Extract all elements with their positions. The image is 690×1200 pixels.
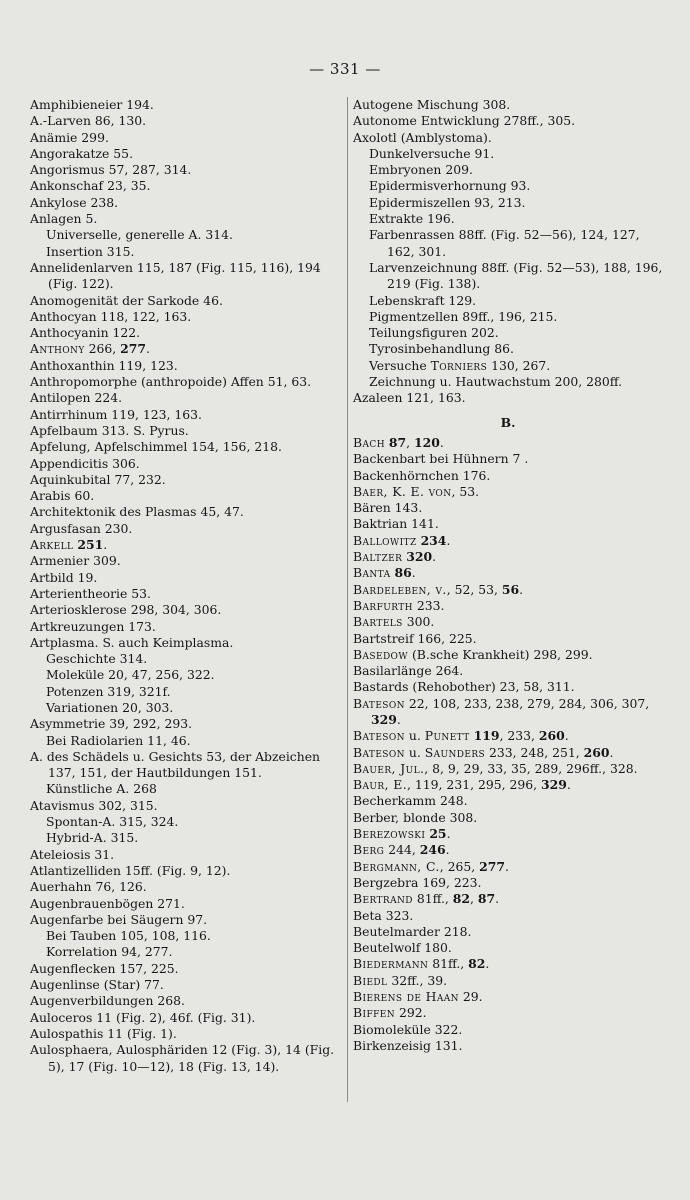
author-name: Torniers	[430, 357, 488, 373]
entry-text: Autogene Mischung 308.	[353, 97, 511, 112]
entry-text: Tyrosinbehandlung 86.	[369, 341, 514, 357]
entry-text: Autonome Entwicklung 278ff., 305.	[353, 113, 576, 129]
entry-text: Versuche	[369, 357, 431, 373]
entry-text: Moleküle 20, 47, 256, 322.	[46, 667, 215, 683]
entry-text: .	[519, 581, 524, 597]
page-ref-bold: 56	[501, 581, 520, 597]
index-entry	[353, 663, 663, 679]
entry-text: Larvenzeichnung 88ff. (Fig. 52—53), 188, 196, 219 (Fig. 138).	[369, 259, 667, 292]
author-name: Bauer, Jul.	[353, 760, 425, 776]
entry-text: Biomoleküle 322.	[353, 1021, 463, 1037]
index-entry	[30, 390, 342, 406]
entry-text: Aquinkubital 77, 232.	[30, 471, 166, 487]
entry-text: Bastards (Rehobother) 23, 58, 311.	[353, 679, 575, 695]
entry-text: 29.	[458, 989, 483, 1005]
index-subentry	[30, 814, 342, 830]
index-subentry	[353, 227, 663, 260]
entry-text: (B.sche Krankheit) 298, 299.	[408, 646, 593, 662]
index-entry	[353, 565, 663, 581]
entry-text: .	[609, 744, 614, 760]
index-subentry	[353, 358, 663, 374]
entry-text: .	[446, 826, 451, 842]
author-name: Baltzer	[353, 549, 403, 565]
index-subentry	[30, 684, 342, 700]
index-entry	[353, 793, 663, 809]
entry-text: 32ff., 39.	[387, 972, 448, 988]
index-entry	[30, 749, 342, 782]
index-entry	[30, 113, 342, 129]
entry-text: .	[446, 532, 451, 548]
entry-text: , 8, 9, 29, 33, 35, 289, 296ff., 328.	[424, 760, 638, 776]
index-entry	[353, 989, 663, 1005]
entry-text: Spontan-A. 315, 324.	[46, 814, 179, 830]
index-entry	[30, 537, 342, 553]
page-ref-bold: 246	[419, 842, 446, 858]
entry-text: , 53.	[451, 483, 480, 499]
entry-text: Korrelation 94, 277.	[46, 944, 173, 960]
page-ref-bold: 25	[429, 826, 447, 842]
right-index-column	[353, 97, 667, 1054]
index-entry	[30, 472, 342, 488]
author-name: Banta	[353, 565, 391, 581]
entry-text: Anthocyanin 122.	[30, 325, 141, 341]
author-name: Biedl	[353, 972, 388, 988]
entry-text: Dunkelversuche 91.	[369, 145, 495, 161]
entry-text: 22, 108, 233, 238, 279, 284, 306, 307,	[404, 695, 654, 711]
entry-text: u.	[404, 728, 425, 744]
entry-text: Augenfarbe bei Säugern 97.	[30, 911, 208, 927]
entry-text: Geschichte 314.	[46, 651, 148, 667]
left-index-column	[30, 97, 342, 1075]
index-entry	[353, 113, 663, 129]
index-entry	[30, 553, 342, 569]
index-entry	[30, 912, 342, 928]
entry-text: , 233,	[499, 728, 539, 744]
author-name: Punett	[424, 728, 470, 744]
entry-text: Augenbrauenbögen 271.	[30, 895, 185, 911]
index-entry	[353, 468, 663, 484]
entry-text: , 52, 53,	[446, 581, 502, 597]
index-entry	[353, 875, 663, 891]
index-entry	[353, 130, 663, 146]
entry-text: Arabis 60.	[30, 488, 95, 504]
entry-text: Angorakatze 55.	[30, 145, 134, 161]
entry-text: Bären 143.	[353, 500, 423, 516]
entry-text: Architektonik des Plasmas 45, 47.	[30, 504, 244, 520]
index-entry	[353, 390, 663, 406]
entry-text: Backenbart bei Hühnern 7 .	[353, 451, 529, 467]
author-name: Bardeleben, v.	[353, 581, 447, 597]
author-name: Barfurth	[353, 597, 413, 613]
entry-text: Insertion 315.	[46, 243, 135, 259]
entry-text: Antilopen 224.	[30, 390, 123, 406]
page-ref-bold: 86	[394, 565, 412, 581]
entry-text: 266,	[84, 341, 121, 357]
index-entry	[353, 728, 663, 744]
entry-text: Artkreuzungen 173.	[30, 618, 156, 634]
entry-text: Backenhörnchen 176.	[353, 467, 491, 483]
index-subentry	[353, 195, 663, 211]
entry-text: Berber, blonde 308.	[353, 809, 478, 825]
index-entry	[353, 761, 663, 777]
entry-text: Ankonschaf 23, 35.	[30, 178, 151, 194]
entry-text: 81ff.,	[428, 956, 469, 972]
entry-text: .	[495, 891, 500, 907]
author-name: Bertrand	[353, 891, 413, 907]
entry-text: 244,	[384, 842, 420, 858]
page-ref-bold: 119	[473, 728, 500, 744]
entry-text: , 119, 231, 295, 296,	[407, 777, 542, 793]
entry-text: Augenflecken 157, 225.	[30, 960, 179, 976]
page-ref-bold: 120	[414, 434, 440, 450]
index-entry	[30, 1042, 342, 1075]
index-entry	[30, 570, 342, 586]
author-name: Anthony	[30, 341, 85, 357]
page-number: — 331 —	[309, 60, 381, 78]
index-entry	[353, 810, 663, 826]
index-entry	[30, 130, 342, 146]
entry-text: 233, 248, 251,	[485, 744, 584, 760]
index-entry	[30, 325, 342, 341]
entry-text: Asymmetrie 39, 292, 293.	[30, 716, 193, 732]
index-entry	[353, 973, 663, 989]
index-entry	[353, 908, 663, 924]
index-entry	[353, 582, 663, 598]
index-entry	[353, 1005, 663, 1021]
page-ref-bold: 277	[479, 858, 506, 874]
index-entry	[30, 619, 342, 635]
author-name: Bateson	[353, 728, 405, 744]
page-ref-bold: 277	[120, 341, 147, 357]
index-entry	[30, 407, 342, 423]
index-entry	[30, 798, 342, 814]
entry-text: Artbild 19.	[30, 569, 98, 585]
index-entry	[30, 504, 342, 520]
page-ref-bold: 87	[388, 434, 407, 450]
index-entry	[353, 484, 663, 500]
index-entry	[30, 309, 342, 325]
index-entry	[30, 374, 342, 390]
author-name: Bergmann, C.	[353, 858, 440, 874]
index-entry	[353, 679, 663, 695]
author-name: Biedermann	[353, 956, 429, 972]
entry-text: Auerhahn 76, 126.	[30, 879, 147, 895]
entry-text: Anämie 299.	[30, 129, 109, 145]
index-subentry	[30, 944, 342, 960]
index-entry	[30, 341, 342, 357]
index-entry	[353, 435, 663, 451]
entry-text: Augenlinse (Star) 77.	[30, 977, 164, 993]
entry-text: Potenzen 319, 321f.	[46, 683, 171, 699]
entry-text: Anlagen 5.	[30, 211, 98, 227]
page-ref-bold: 82	[452, 891, 471, 907]
index-entry	[30, 635, 342, 651]
entry-text: Bergzebra 169, 223.	[353, 874, 482, 890]
index-subentry	[353, 146, 663, 162]
page-ref-bold: 234	[420, 532, 447, 548]
entry-text: Bartstreif 166, 225.	[353, 630, 477, 646]
entry-text: Aulosphaera, Aulosphäriden 12 (Fig. 3), 14 (Fig. 5), 17 (Fig. 10—12), 18 (Fig. 13, 14).	[30, 1042, 339, 1074]
index-entry	[30, 423, 342, 439]
entry-text: 292.	[395, 1005, 427, 1021]
index-subentry	[30, 667, 342, 683]
author-name: Berezowski	[353, 826, 426, 842]
entry-text: ,	[406, 434, 415, 450]
index-entry	[353, 842, 663, 858]
page-ref-bold: 260	[538, 728, 565, 744]
index-entry	[30, 879, 342, 895]
entry-text: Lebenskraft 129.	[369, 292, 477, 308]
entry-text: .	[432, 549, 437, 565]
page-ref-bold: 87	[477, 891, 496, 907]
entry-text: Ateleiosis 31.	[30, 846, 115, 862]
index-entry	[30, 260, 342, 293]
index-entry	[30, 977, 342, 993]
entry-text: Beta 323.	[353, 907, 414, 923]
entry-text: Teilungsfiguren 202.	[369, 325, 499, 341]
index-entry	[30, 358, 342, 374]
entry-text: Ankylose 238.	[30, 194, 119, 210]
index-entry	[30, 521, 342, 537]
entry-text: Antirrhinum 119, 123, 163.	[30, 406, 202, 422]
index-entry	[353, 745, 663, 761]
index-entry	[30, 211, 342, 227]
index-subentry	[353, 162, 663, 178]
author-name: Bierens de Haan	[353, 989, 459, 1005]
entry-text: Epidermiszellen 93, 213.	[369, 194, 526, 210]
index-entry	[30, 146, 342, 162]
entry-text: .	[103, 537, 108, 553]
index-subentry	[30, 227, 342, 243]
entry-text: Azaleen 121, 163.	[353, 390, 466, 406]
index-entry	[353, 777, 663, 793]
index-subentry	[30, 781, 342, 797]
entry-text: .	[146, 341, 150, 357]
index-entry	[30, 488, 342, 504]
index-subentry	[30, 244, 342, 260]
entry-text: Universelle, generelle A. 314.	[46, 227, 233, 243]
index-entry	[30, 993, 342, 1009]
index-subentry	[353, 293, 663, 309]
entry-text: 81ff.,	[412, 891, 453, 907]
entry-text: Becherkamm 248.	[353, 793, 468, 809]
entry-text: u.	[404, 744, 425, 760]
entry-text: Annelidenlarven 115, 187 (Fig. 115, 116), 194 (Fig. 122).	[30, 259, 325, 292]
entry-text: Atlantizelliden 15ff. (Fig. 9, 12).	[30, 862, 231, 878]
index-subentry	[30, 700, 342, 716]
entry-text: Bei Tauben 105, 108, 116.	[46, 928, 211, 944]
index-entry	[353, 500, 663, 516]
author-name: Bateson	[353, 744, 405, 760]
entry-text: .	[485, 956, 490, 972]
entry-text: Atavismus 302, 315.	[30, 797, 158, 813]
entry-text: Epidermisverhornung 93.	[369, 178, 531, 194]
author-name: Baer, K. E. von	[353, 483, 452, 499]
entry-text: Arterientheorie 53.	[30, 585, 151, 601]
column-divider	[347, 97, 348, 1102]
entry-text: Apfelbaum 313. S. Pyrus.	[30, 422, 189, 438]
entry-text: Beutelwolf 180.	[353, 940, 452, 956]
page-ref-bold: 329	[371, 711, 397, 727]
index-entry	[30, 961, 342, 977]
index-subentry	[353, 178, 663, 194]
entry-text: Anthocyan 118, 122, 163.	[30, 308, 192, 324]
entry-text: Armenier 309.	[30, 553, 121, 569]
index-entry	[353, 549, 663, 565]
entry-text: Pigmentzellen 89ff., 196, 215.	[369, 308, 558, 324]
entry-text: 233.	[412, 597, 445, 613]
entry-text: Hybrid-A. 315.	[46, 830, 139, 846]
entry-text: .	[411, 565, 416, 581]
author-name: Basedow	[353, 646, 408, 662]
index-entry	[353, 696, 663, 729]
index-entry	[30, 602, 342, 618]
index-subentry	[30, 651, 342, 667]
entry-text: Birkenzeisig 131.	[353, 1037, 463, 1053]
index-entry	[30, 716, 342, 732]
entry-text: .	[566, 777, 571, 793]
entry-text: A.-Larven 86, 130.	[30, 113, 147, 129]
entry-text: 130, 267.	[487, 357, 551, 373]
index-entry	[30, 863, 342, 879]
entry-text: Künstliche A. 268	[46, 781, 157, 797]
author-name: Saunders	[424, 744, 486, 760]
author-name: Bateson	[353, 695, 405, 711]
index-subentry	[353, 341, 663, 357]
author-name: Baur, E.	[353, 777, 408, 793]
index-entry	[30, 97, 342, 113]
page-ref-bold: 260	[583, 744, 610, 760]
entry-text: Arteriosklerose 298, 304, 306.	[30, 602, 222, 618]
author-name: Arkell	[30, 537, 74, 553]
entry-text: Baktrian 141.	[353, 516, 439, 532]
entry-text: Beutelmarder 218.	[353, 923, 472, 939]
index-entry	[30, 1010, 342, 1026]
index-subentry	[30, 928, 342, 944]
entry-text: Artplasma. S. auch Keimplasma.	[30, 634, 234, 650]
index-entry	[30, 896, 342, 912]
entry-text: Variationen 20, 303.	[46, 699, 174, 715]
author-name: Bartels	[353, 614, 403, 630]
index-entry	[353, 1038, 663, 1054]
index-entry	[30, 195, 342, 211]
index-subentry	[353, 325, 663, 341]
page-ref-bold: 329	[541, 777, 567, 793]
entry-text: Embryonen 209.	[369, 162, 473, 178]
entry-text: Appendicitis 306.	[30, 455, 140, 471]
entry-text: Bei Radiolarien 11, 46.	[46, 732, 191, 748]
entry-text: Augenverbildungen 268.	[30, 993, 185, 1009]
index-entry	[353, 614, 663, 630]
entry-text: Farbenrassen 88ff. (Fig. 52—56), 124, 127, 162, 301.	[369, 227, 644, 259]
index-entry	[30, 439, 342, 455]
index-subentry	[353, 211, 663, 227]
index-subentry	[30, 830, 342, 846]
entry-text: Auloceros 11 (Fig. 2), 46f. (Fig. 31).	[30, 1009, 256, 1025]
index-entry	[353, 451, 663, 467]
entry-text: 300.	[402, 614, 435, 630]
index-subentry	[30, 733, 342, 749]
index-entry	[353, 924, 663, 940]
index-entry	[353, 1022, 663, 1038]
entry-text: Zeichnung u. Hautwachstum 200, 280ff.	[369, 374, 623, 390]
entry-text: .	[445, 842, 450, 858]
index-entry	[353, 533, 663, 549]
index-entry	[30, 456, 342, 472]
index-subentry	[353, 309, 663, 325]
entry-text: .	[396, 711, 401, 727]
entry-text: Amphibieneier 194.	[30, 97, 154, 112]
index-entry	[353, 859, 663, 875]
index-subentry	[353, 259, 667, 293]
entry-text: A. des Schädels u. Gesichts 53, der Abzeichen 137, 151, der Hautbildungen 151.	[30, 748, 324, 781]
page-ref-bold: 320	[406, 549, 433, 565]
entry-text: Extrakte 196.	[369, 211, 455, 227]
author-name: Biffen	[353, 1005, 395, 1021]
index-entry	[353, 826, 663, 842]
entry-text: Anomogenität der Sarkode 46.	[30, 292, 223, 308]
index-entry	[30, 847, 342, 863]
entry-text: Basilarlänge 264.	[353, 663, 464, 679]
entry-text: .	[439, 434, 444, 450]
entry-text: Aulospathis 11 (Fig. 1).	[30, 1025, 177, 1041]
author-name: Ballowitz	[353, 532, 417, 548]
index-entry	[353, 956, 663, 972]
entry-text: Argusfasan 230.	[30, 520, 133, 536]
entry-text: , 265,	[439, 858, 480, 874]
index-entry	[353, 516, 663, 532]
author-name: Bach	[353, 434, 385, 450]
entry-text: .	[505, 858, 509, 874]
index-entry	[353, 891, 663, 907]
author-name: Berg	[353, 842, 385, 858]
entry-text: Apfelung, Apfelschimmel 154, 156, 218.	[30, 439, 282, 455]
index-entry	[30, 1026, 342, 1042]
index-entry	[30, 162, 342, 178]
index-entry	[353, 940, 663, 956]
entry-text: .	[564, 728, 569, 744]
entry-text: Axolotl (Amblystoma).	[353, 129, 492, 145]
index-entry	[353, 97, 663, 113]
index-entry	[353, 598, 663, 614]
page-ref-bold: 251	[77, 537, 104, 553]
page-ref-bold: 82	[468, 956, 486, 972]
index-subentry	[353, 374, 663, 390]
index-entry	[353, 647, 663, 663]
entry-text: ,	[470, 891, 478, 907]
index-entry	[353, 631, 663, 647]
entry-text: Anthropomorphe (anthropoide) Affen 51, 63.	[30, 374, 312, 390]
entry-text: Anthoxanthin 119, 123.	[30, 357, 178, 373]
section-heading: B.	[500, 414, 516, 430]
index-entry	[30, 586, 342, 602]
entry-text: Angorismus 57, 287, 314.	[30, 162, 192, 178]
index-entry	[30, 178, 342, 194]
index-entry	[30, 293, 342, 309]
